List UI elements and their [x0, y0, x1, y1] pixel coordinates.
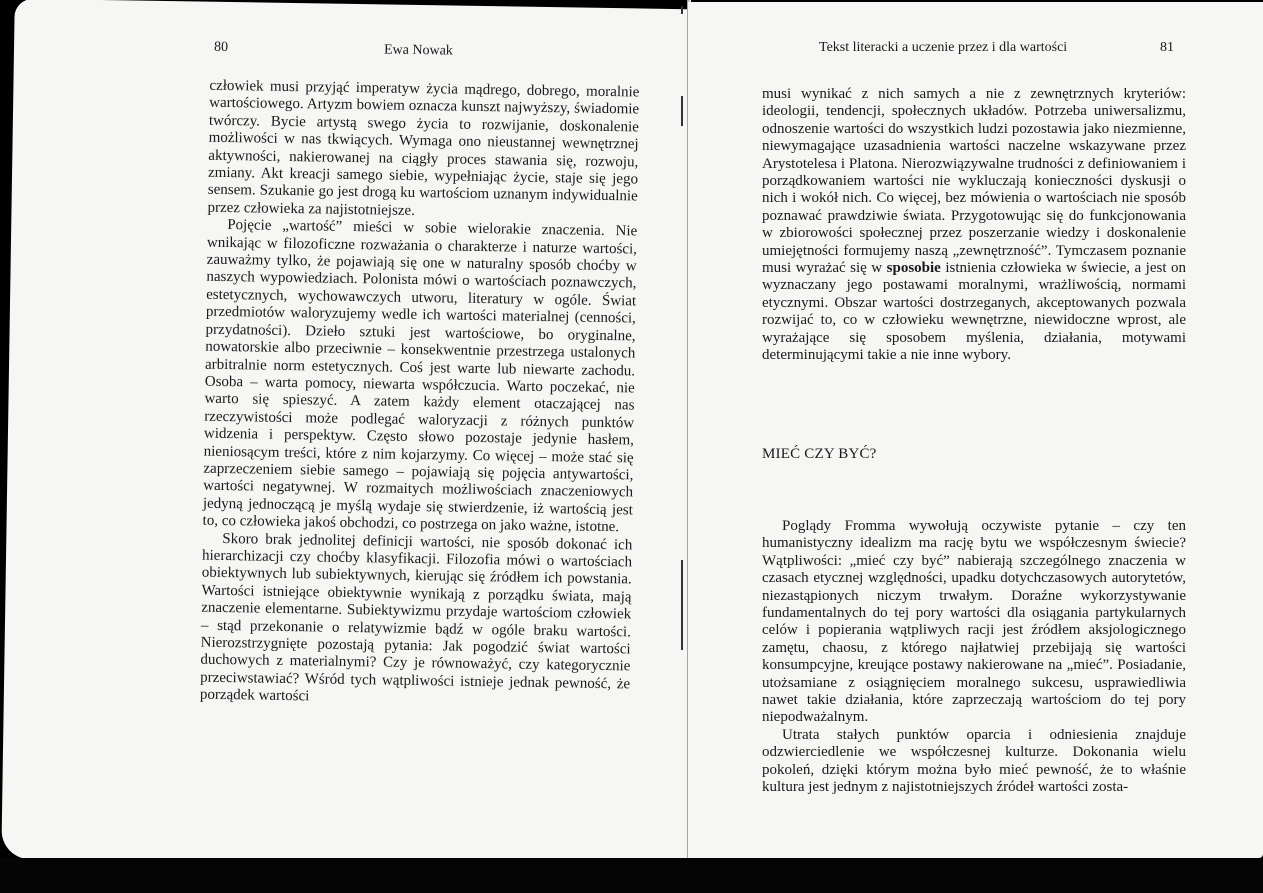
page-number-right: 81 [1160, 40, 1174, 55]
section-heading: MIEĆ CZY BYĆ? [762, 446, 877, 462]
left-page [1, 0, 701, 869]
paragraph: Utrata stałych punktów oparcia i odniesienia znajduje odzwierciedlenie we współczesnej kulturze. Dokonania wielu pokoleń, dzięki którym można było mieć pewność, że to właśnie kultura jest jednym z najistotniejszych źródeł wartości zosta- [762, 726, 1186, 796]
paragraph: człowiek musi przyjąć imperatyw życia mądrego, dobrego, moralnie wartościowego. Artyzm bowiem oznacza kunszt najwyższy, świadomie twórczy. Bycie artystą swego życia to rozwijanie, doskonalenie możliwości w nas tkwiących. Wymaga ono nieustannej wewnętrznej aktywności, nakierowanej na ciągły proces stawania się, rozwoju, zmiany. Akt kreacji samego siebie, wypełniając życie, staje się jego sensem. Szukanie go jest drogą ku wartościom uznanym indywidualnie przez człowieka za najistotniejsze. [207, 77, 640, 219]
right-page-text [762, 86, 1186, 365]
paragraph-part: istnienia człowieka w świecie, a jest on wyznaczany jego postawami moralnymi, wrażliwością, normami etycznymi. Obszar wartości dostrzeganych, akceptowanych pozwala rozwijać to, co w człowieku wewnętrzne, niewidoczne wprost, ale wyrażające się sposobem myślenia, działania, motywami determinującymi takie a nie inne wybory. [762, 260, 1186, 364]
scan-mark [681, 6, 683, 14]
scan-mark [681, 560, 683, 650]
bold-word: sposobie [886, 260, 941, 277]
left-page-text [200, 78, 640, 711]
right-page-text-after-heading [762, 518, 1186, 797]
running-head-right: Tekst literacki a uczenie przez i dla wartości [819, 40, 1068, 55]
right-page [688, 2, 1263, 858]
page-number-left: 80 [213, 39, 229, 56]
running-head-left: Ewa Nowak [383, 42, 453, 59]
paragraph: Poglądy Fromma wywołują oczywiste pytanie – czy ten humanistyczny idealizm ma rację bytu we współczesnym świecie? Wątpliwości: „mieć czy być” nabierają szczególnego znaczenia w czasach etycznej względności, upadku dotychczasowych autorytetów, niezastąpionych niczym trwałym. Doraźne wykorzystywanie fundamentalnych do tej pory wartości dla osiągania partykularnych celów i popierania wątpliwych racji jest źródłem aksjologicznego zamętu, chaosu, z którego najłatwiej przebijają się wartości konsumpcyjne, kreujące postawy nakierowane na „mieć”. Posiadanie, utożsamiane z osiągnięciem moralnego sukcesu, usprawiedliwia nawet takie działania, które zaprzeczają wartościom do tej pory niepodważalnym. [762, 518, 1186, 726]
paragraph-part: musi wynikać z nich samych a nie z zewnętrznych kryteriów: ideologii, tendencji, społecznych układów. Potrzeba uniwersalizmu, odnoszenie wartości do wszystkich ludzi pozostawia jako niezmienne, niewymagające uzasadnienia wartości naczelne wskazywane przez Arystotelesa i Platona. Nierozwiązywalne trudności z definiowaniem i porządkowaniem wartości nie wykluczają konieczności dyskusji o nich i wokół nich. Co więcej, bez mówienia o wartościach nie sposób poznawać prawdziwie świata. Przygotowując się do funkcjonowania w zbiorowości społecznej przez poszerzanie wiedzy i doskonalenie umiejętności formujemy naszą „zewnętrzność”. Tymczasem poznanie musi wyrażać się w [762, 86, 1186, 277]
scan-mark [681, 96, 683, 126]
paragraph: Skoro brak jednolitej definicji wartości, nie sposób dokonać ich hierarchizacji czy choćby klasyfikacji. Filozofia mówi o wartościach obiektywnych lub subiektywnych, kierując się źródłem ich powstania. Wartości istniejące obiektywnie wynikają z porządku świata, mają znaczenie elementarne. Subiektywizmu przydaje wartościom człowiek – stąd przekonanie o relatywizmie bądź w ogóle braku wartości. Nierozstrzygnięte pozostają pytania: Jak pogodzić świat wartości duchowych z materialnymi? Czy je równoważyć, czy kategorycznie przeciwstawiać? Wśród tych wątpliwości istnieje jednak pewność, że porządek wartości [199, 530, 633, 705]
paragraph [762, 86, 1186, 365]
paragraph: Pojęcie „wartość” mieści w sobie wielorakie znaczenia. Nie wnikając w filozoficzne rozważania o charakterze i naturze wartości, zauważmy tylko, że pojawiają się one w naturalny sposób choćby w naszych wypowiedziach. Polonista mówi o wartościach poznawczych, estetycznych, wychowawczych utworu, literatury w ogóle. Świat przedmiotów waloryzujemy wedle ich wartości materialnej (cenności, przydatności). Dzieło sztuki jest wartościowe, bo oryginalne, nowatorskie albo przeciwnie – konsekwentnie przestrzega ustalonych arbitralnie norm estetycznych. Coś jest warte lub niewarte zachodu. Osoba – warta pomocy, niewarta współczucia. Warto poczekać, nie warto się spieszyć. A zatem każdy element otaczającej nas rzeczywistości może podlegać waloryzacji z różnych punktów widzenia i perspektyw. Często słowo pozostaje jedynie hasłem, nieniosącym treści, które z nim kojarzymy. Co więcej – może stać się zaprzeczeniem siebie samego – pojawiają się pojęcia antywartości, wartości negatywnej. W rozmaitych możliwościach znaczeniowych jedyną jednoczącą je myślą wydaje się stwierdzenie, iż wartością jest to, co człowieka jakoś obchodzi, co postrzega on jako ważne, istotne. [202, 217, 638, 536]
scanner-edge [0, 858, 1263, 893]
